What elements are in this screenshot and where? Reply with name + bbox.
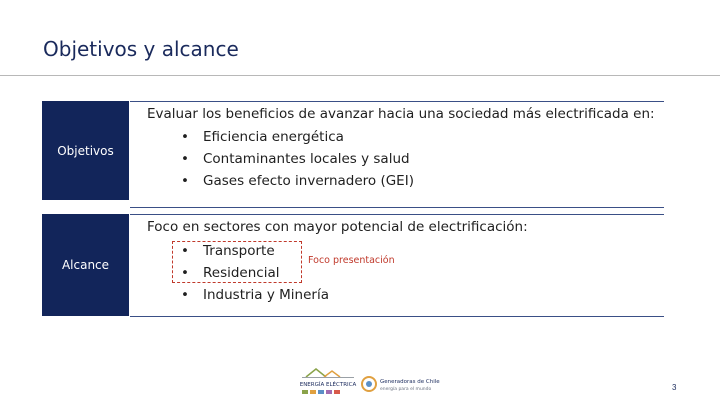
objetivos-label-box [42,101,129,200]
slide-title: Objetivos y alcance [43,37,239,61]
objetivos-label: Objetivos [57,143,114,158]
list-item: • Contaminantes locales y salud [181,151,410,167]
list-item: • Transporte [181,243,275,259]
list-item: • Industria y Minería [181,287,329,303]
title-divider [0,75,720,76]
svg-text:energía para el mundo: energía para el mundo [380,387,432,392]
focus-note: Foco presentación [308,255,395,266]
alcance-heading: Foco en sectores con mayor potencial de electrificación: [147,219,528,235]
svg-text:ENERGÍA ELÉCTRICA: ENERGÍA ELÉCTRICA [299,382,357,388]
objetivos-bottom-line [130,207,664,208]
list-item: • Eficiencia energética [181,129,344,145]
alcance-label-box [42,214,129,316]
generadoras-de-chile-logo [360,373,440,395]
focus-highlight-box [172,241,302,283]
page-number: 3 [672,383,677,392]
energia-electrica-logo [296,365,360,397]
alcance-top-line [130,214,664,215]
list-item: • Gases efecto invernadero (GEI) [181,173,414,189]
alcance-label: Alcance [61,258,110,272]
objetivos-top-line [130,101,664,102]
objetivos-heading: Evaluar los beneficios de avanzar hacia una sociedad más electrificada en: [147,106,655,122]
objetivos-bullet-list [181,126,414,192]
list-item: • Residencial [181,265,280,281]
svg-text:Generadoras de Chile: Generadoras de Chile [380,379,440,385]
alcance-bottom-line [130,316,664,317]
